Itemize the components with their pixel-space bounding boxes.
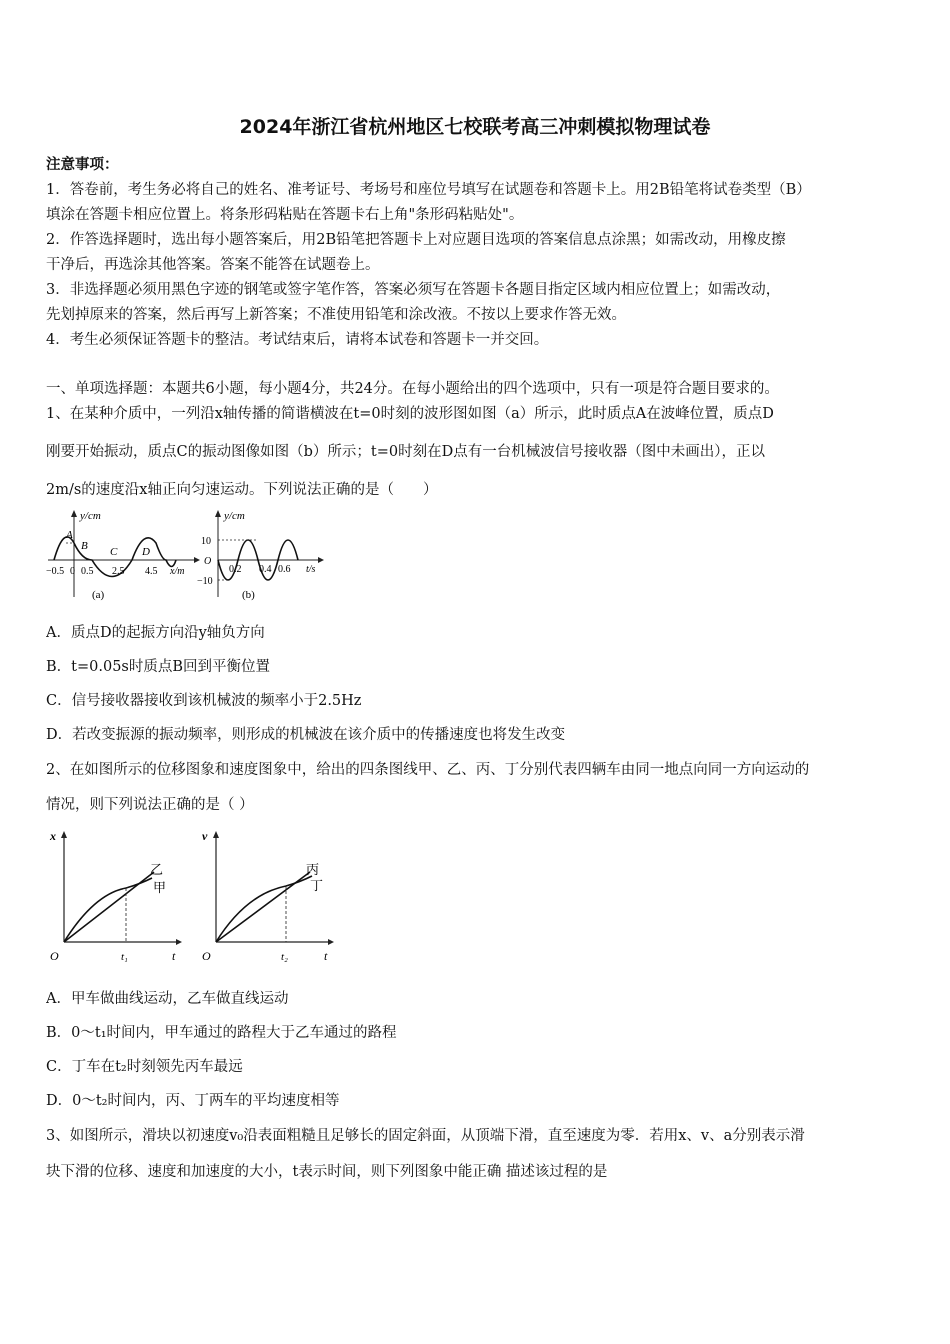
point-b-label: B xyxy=(81,540,88,552)
option-c: C．信号接收器接收到该机械波的频率小于2.5Hz xyxy=(46,693,362,709)
notice-line: 3．非选择题必须用黑色字迹的钢笔或签字笔作答，答案必须写在答题卡各题目指定区域内相应位置上；如需改动， xyxy=(46,282,781,298)
wave-b-ytick: −10 xyxy=(197,576,213,587)
velocity-xlabel: t xyxy=(324,949,328,963)
wave-a-xlabel: x/m xyxy=(170,566,185,577)
option-b: B．t=0.05s时质点B回到平衡位置 xyxy=(46,659,271,675)
question-2-line: 2、在如图所示的位移图象和速度图象中，给出的四条图线甲、乙、丙、丁分别代表四辆车由同一地点向同一方向运动的 xyxy=(46,762,810,778)
displacement-origin: O xyxy=(50,949,59,963)
wave-b-xtick: 0.2 xyxy=(229,564,242,575)
notice-heading: 注意事项： xyxy=(46,156,119,173)
velocity-graph xyxy=(196,826,346,968)
point-c-label: C xyxy=(110,546,118,558)
velocity-origin: O xyxy=(202,949,211,963)
question-1-line: 刚要开始振动，质点C的振动图像如图（b）所示；t=0时刻在D点有一台机械波信号接收器（图中未画出），正以 xyxy=(46,444,765,460)
question-1-line: 2m/s的速度沿x轴正向匀速运动。下列说法正确的是（ ） xyxy=(46,482,438,498)
point-d-label: D xyxy=(142,546,150,558)
wave-graph-a xyxy=(44,505,204,605)
notice-line: 先划掉原来的答案，然后再写上新答案；不准使用铅笔和涂改液。不按以上要求作答无效。 xyxy=(46,307,626,323)
option-a: A．质点D的起振方向沿y轴负方向 xyxy=(46,625,265,641)
wave-b-origin: O xyxy=(204,556,212,567)
wave-b-xtick: 0.4 xyxy=(259,564,272,575)
option-d: D．若改变振源的振动频率，则形成的机械波在该介质中的传播速度也将发生改变 xyxy=(46,727,566,743)
vibration-graph-b xyxy=(196,505,336,605)
wave-a-tick: 4.5 xyxy=(145,566,158,577)
wave-a-caption: (a) xyxy=(92,589,105,601)
wave-a-tick: 2.5 xyxy=(112,566,125,577)
velocity-tick: t₂ xyxy=(281,951,288,963)
notice-line: 2．作答选择题时，选出每小题答案后，用2B铅笔把答题卡上对应题目选项的答案信息点涂黑；如需改动，用橡皮擦 xyxy=(46,232,786,248)
wave-a-tick: 0.5 xyxy=(81,566,94,577)
wave-b-ylabel: y/cm xyxy=(224,510,245,522)
notice-line: 4．考生必须保证答题卡的整洁。考试结束后，请将本试卷和答题卡一并交回。 xyxy=(46,332,549,348)
displacement-xlabel: t xyxy=(172,949,176,963)
displacement-graph xyxy=(44,826,194,968)
option-b: B．0～t₁时间内，甲车通过的路程大于乙车通过的路程 xyxy=(46,1025,397,1041)
question-3-line: 块下滑的位移、速度和加速度的大小，t表示时间，则下列图象中能正确 描述该过程的是 xyxy=(46,1164,608,1180)
curve-yi-label: 乙 xyxy=(150,862,164,877)
wave-a-ylabel: y/cm xyxy=(80,510,101,522)
section-heading: 一、单项选择题：本题共6小题，每小题4分，共24分。在每小题给出的四个选项中，只有一项是符合题目要求的。 xyxy=(46,381,779,397)
wave-b-xlabel: t/s xyxy=(306,564,316,575)
displacement-tick: t₁ xyxy=(121,951,128,963)
notice-line: 填涂在答题卡相应位置上。将条形码粘贴在答题卡右上角"条形码粘贴处"。 xyxy=(46,207,524,223)
notice-line: 1．答卷前，考生务必将自己的姓名、准考证号、考场号和座位号填写在试题卷和答题卡上。用2B铅笔将试卷类型（B） xyxy=(46,182,811,198)
wave-a-tick: 0 xyxy=(70,566,75,577)
question-2-line: 情况，则下列说法正确的是（ ） xyxy=(46,797,254,813)
wave-b-xtick: 0.6 xyxy=(278,564,291,575)
notice-line: 干净后，再选涂其他答案。答案不能答在试题卷上。 xyxy=(46,257,380,273)
displacement-ylabel: x xyxy=(50,829,56,843)
option-d: D．0～t₂时间内，丙、丁两车的平均速度相等 xyxy=(46,1093,340,1109)
wave-a-tick: −0.5 xyxy=(46,566,65,577)
curve-jia-label: 甲 xyxy=(153,880,167,895)
curve-bing-label: 丙 xyxy=(306,862,320,877)
curve-ding-label: 丁 xyxy=(310,878,324,893)
question-3-line: 3、如图所示，滑块以初速度v₀沿表面粗糙且足够长的固定斜面，从顶端下滑，直至速度为零．若用x、v、a分别表示滑 xyxy=(46,1128,805,1144)
exam-title: 2024年浙江省杭州地区七校联考高三冲刺模拟物理试卷 xyxy=(239,116,711,138)
question-1-line: 1、在某种介质中，一列沿x轴传播的简谐横波在t=0时刻的波形图如图（a）所示，此时质点A在波峰位置，质点D xyxy=(46,406,774,422)
wave-b-ytick: 10 xyxy=(201,536,211,547)
velocity-ylabel: v xyxy=(202,829,208,843)
point-a-label: A xyxy=(66,529,73,541)
option-a: A．甲车做曲线运动，乙车做直线运动 xyxy=(46,991,289,1007)
wave-b-caption: (b) xyxy=(242,589,255,601)
option-c: C．丁车在t₂时刻领先丙车最远 xyxy=(46,1059,243,1075)
